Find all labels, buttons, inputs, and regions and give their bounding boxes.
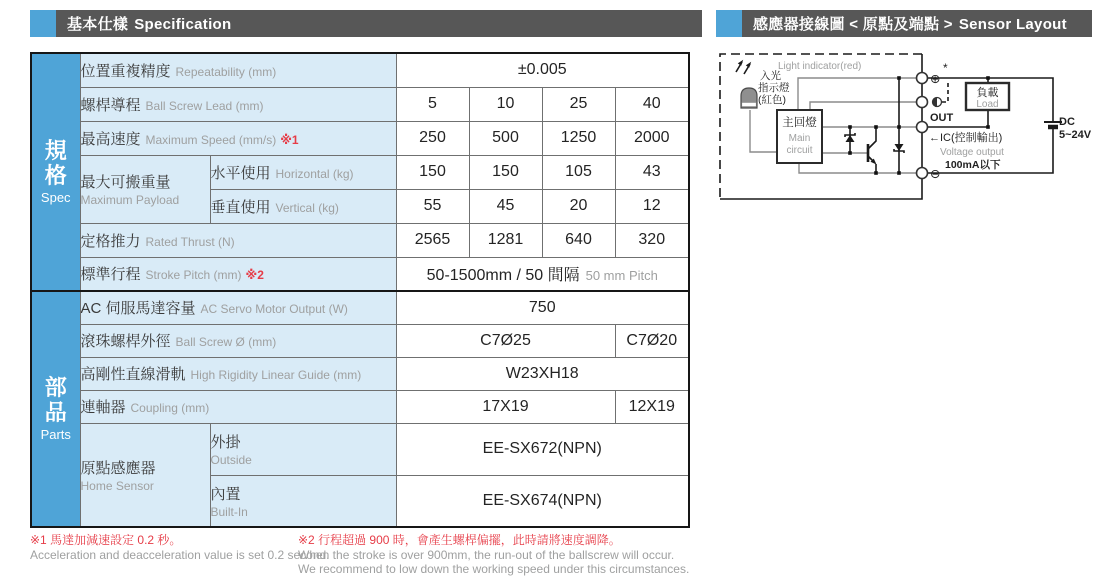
spec-table (30, 52, 690, 528)
wire-lamp-internal (810, 102, 922, 110)
label-ball-screw-dia: 滾珠螺桿外徑 Ball Screw Ø (mm) (80, 324, 396, 357)
sensor-header-en: Sensor Layout (958, 16, 1067, 33)
main-circuit-en2: circuit (786, 145, 813, 156)
spec-header-title (67, 13, 231, 34)
value-horizontal-3: 105 (542, 155, 615, 189)
footnote-2-zh: ※2 行程超過 900 時，會產生螺桿偏擺，此時請將速度調降。 (298, 533, 621, 547)
value-thrust-4: 320 (615, 223, 689, 257)
load-en: Load (976, 99, 999, 110)
voltage-output-label: Voltage output (940, 147, 1004, 158)
value-lead-4: 40 (615, 87, 689, 121)
value-stroke: 50-1500mm / 50 間隔 50 mm Pitch (396, 257, 689, 291)
table-row (31, 324, 689, 357)
value-servo-output: 750 (396, 291, 689, 324)
value-coupling-b: 12X19 (615, 390, 689, 423)
wire-plus-internal (798, 78, 922, 110)
light-zh3: (紅色) (758, 94, 786, 106)
load-zh: 負載 (976, 87, 999, 99)
value-speed-2: 500 (469, 121, 542, 155)
label-servo-output: AC 伺服馬達容量 AC Servo Motor Output (W) (80, 291, 396, 324)
sensor-header-zh: 感應器接線圖 < 原點及端點 > (753, 16, 953, 33)
footnote-mark-2: ※2 (245, 268, 264, 283)
table-row (31, 155, 689, 189)
label-repeatability: 位置重複精度 Repeatability (mm) (80, 53, 396, 87)
value-vertical-1: 55 (396, 189, 469, 223)
main-circuit-en1: Main (788, 133, 811, 144)
value-lead-2: 10 (469, 87, 542, 121)
value-linear-guide: W23XH18 (396, 357, 689, 390)
label-home-sensor: 原點感應器 Home Sensor (80, 423, 210, 527)
section-parts-en: Parts (40, 427, 71, 443)
table-row (31, 291, 689, 324)
sensor-wiring-diagram (712, 45, 1104, 240)
accent-square (30, 10, 56, 37)
value-repeatability: ±0.005 (396, 53, 689, 87)
footnote-2-en1: When the stroke is over 900mm, the run-out of the ballscrew will occur. (298, 547, 675, 562)
table-row (31, 87, 689, 121)
value-thrust-2: 1281 (469, 223, 542, 257)
value-horizontal-2: 150 (469, 155, 542, 189)
value-horizontal-1: 150 (396, 155, 469, 189)
label-linear-guide: 高剛性直線滑軌 High Rigidity Linear Guide (mm) (80, 357, 396, 390)
label-max-speed: 最高速度 Maximum Speed (mm/s) ※1 (80, 121, 396, 155)
value-sensor-outside: EE-SX672(NPN) (396, 423, 689, 475)
light-arrows-icon (736, 60, 751, 74)
table-row (31, 223, 689, 257)
section-spec-en: Spec (40, 190, 71, 206)
footnote-1-zh: ※1 馬達加減速設定 0.2 秒。 (30, 533, 182, 547)
label-rated-thrust: 定格推力 Rated Thrust (N) (80, 223, 396, 257)
terminal-plus-label: ⊕ (930, 72, 941, 86)
wire-minus-internal (799, 163, 922, 173)
label-sensor-builtin: 內置 Built-In (210, 475, 396, 527)
zener2-diode-icon (895, 144, 904, 151)
footnote-2-en2: We recommend to low down the working speed under this circumstances. (298, 562, 690, 576)
label-max-payload: 最大可搬重量 Maximum Payload (80, 155, 210, 223)
light-indicator-label: Light indicator(red) (778, 61, 862, 72)
value-screw-dia-a: C7Ø25 (396, 324, 615, 357)
led-band (742, 103, 756, 107)
terminal-star-label: * (943, 61, 948, 75)
ic-output-label: ←IC(控制輸出) (929, 132, 1003, 144)
accent-square (716, 10, 742, 37)
value-speed-1: 250 (396, 121, 469, 155)
terminal-minus-label: ⊖ (930, 167, 941, 181)
main-circuit-zh: 主回燈 (782, 117, 817, 129)
value-thrust-1: 2565 (396, 223, 469, 257)
value-vertical-4: 12 (615, 189, 689, 223)
sensor-header-title (753, 13, 1067, 34)
zener1-diode-icon (846, 135, 855, 142)
spec-header-bar (30, 10, 702, 37)
label-stroke-pitch: 標準行程 Stroke Pitch (mm) ※2 (80, 257, 396, 291)
section-spec (31, 53, 80, 291)
section-parts-zh: 部品 (44, 374, 67, 425)
current-limit-label: 100mA以下 (945, 159, 1001, 171)
value-lead-3: 25 (542, 87, 615, 121)
dc-label-1: DC (1059, 116, 1075, 128)
terminal-out-label: OUT (930, 112, 954, 124)
lamp-dashed-link (942, 80, 948, 102)
light-zh2: 指示燈 (758, 82, 790, 94)
value-thrust-3: 640 (542, 223, 615, 257)
label-coupling: 連軸器 Coupling (mm) (80, 390, 396, 423)
value-coupling-a: 17X19 (396, 390, 615, 423)
footnote-1 (30, 533, 330, 562)
table-row (31, 423, 689, 475)
value-lead-1: 5 (396, 87, 469, 121)
value-vertical-2: 45 (469, 189, 542, 223)
light-zh1: 入光 (760, 70, 781, 82)
footnote-1-en: Acceleration and deacceleration value is set 0.2 second. (30, 547, 330, 562)
table-row (31, 121, 689, 155)
spec-header-zh: 基本仕樣 (67, 16, 129, 33)
value-screw-dia-b: C7Ø20 (615, 324, 689, 357)
sensor-header-bar (716, 10, 1092, 37)
value-vertical-3: 20 (542, 189, 615, 223)
label-ball-screw-lead: 螺桿導程 Ball Screw Lead (mm) (80, 87, 396, 121)
section-parts (31, 291, 80, 527)
label-payload-vertical: 垂直使用 Vertical (kg) (210, 189, 396, 223)
label-payload-horizontal: 水平使用 Horizontal (kg) (210, 155, 396, 189)
wire-led (750, 110, 776, 152)
footnote-mark-1: ※1 (280, 132, 299, 147)
spec-header-en: Specification (134, 16, 232, 33)
dc-label-2: 5~24V (1059, 129, 1092, 141)
label-sensor-outside: 外掛 Outside (210, 423, 396, 475)
value-speed-4: 2000 (615, 121, 689, 155)
value-sensor-builtin: EE-SX674(NPN) (396, 475, 689, 527)
table-row (31, 53, 689, 87)
table-row (31, 257, 689, 291)
section-spec-zh: 規格 (44, 137, 67, 188)
table-row (31, 390, 689, 423)
footnote-2 (298, 533, 689, 577)
table-row (31, 357, 689, 390)
value-speed-3: 1250 (542, 121, 615, 155)
value-horizontal-4: 43 (615, 155, 689, 189)
